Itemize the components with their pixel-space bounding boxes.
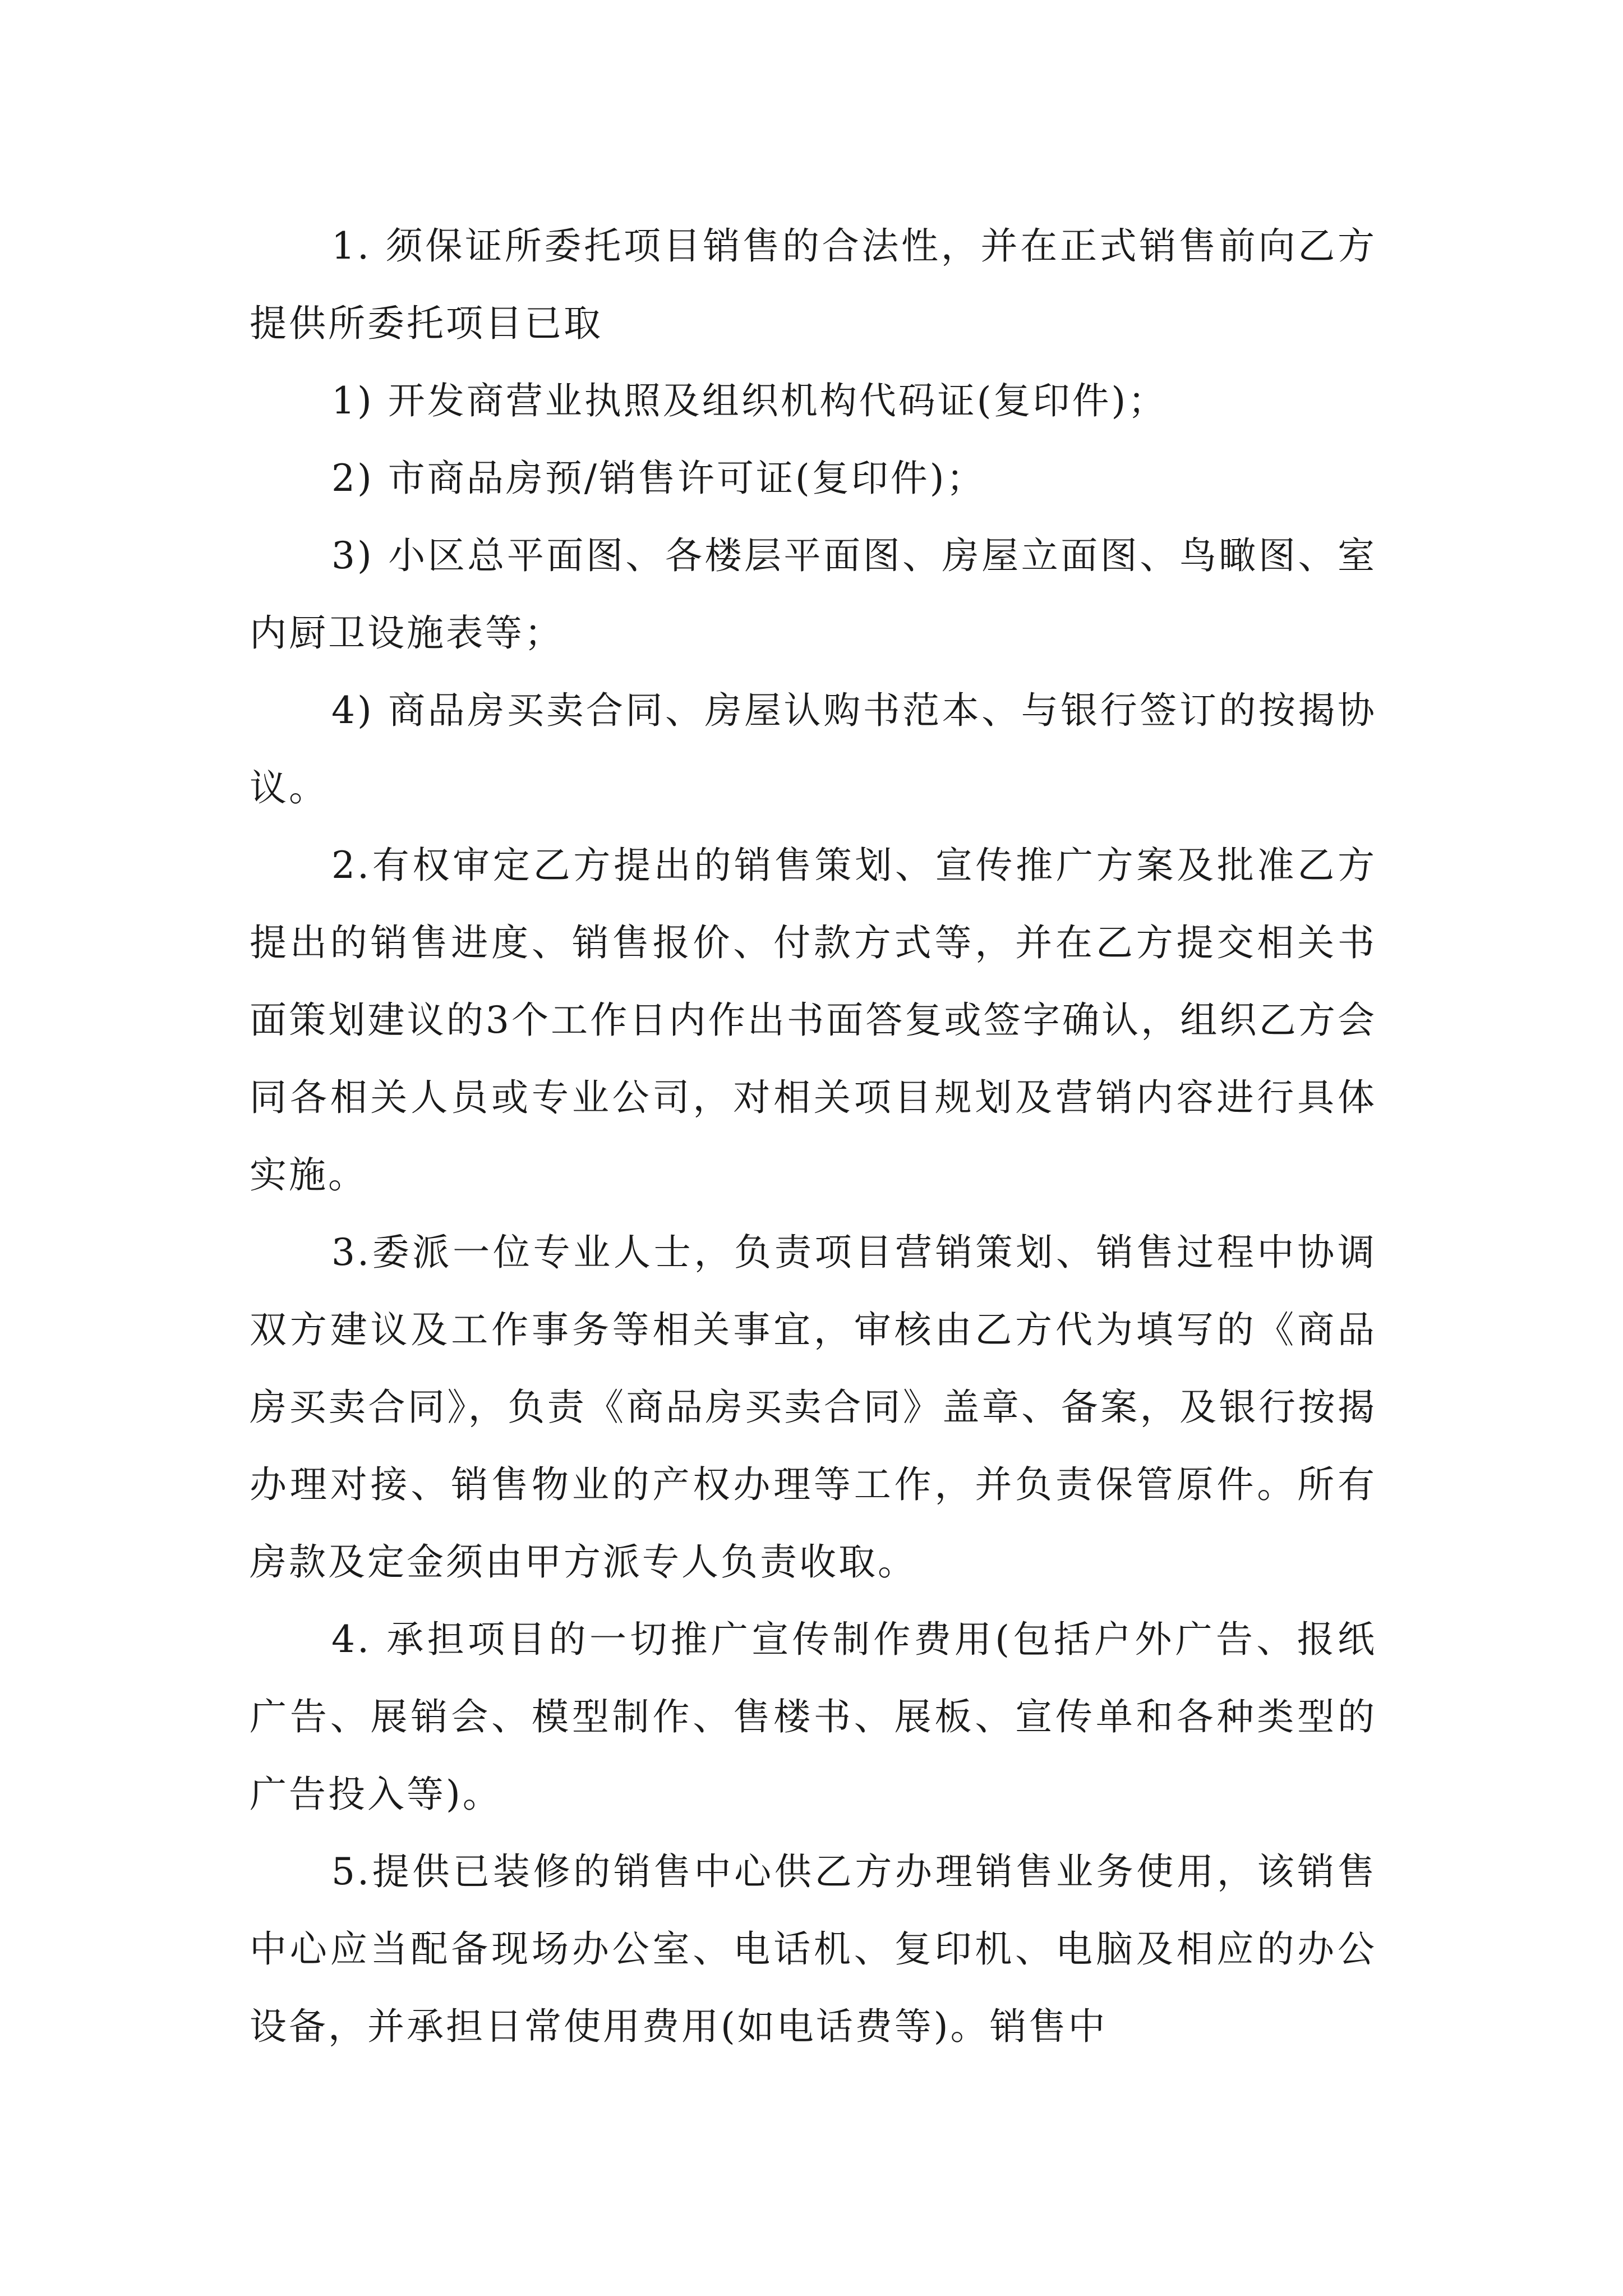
document-body bbox=[250, 208, 1377, 2065]
paragraph-obligation-1: 1. 须保证所委托项目销售的合法性，并在正式销售前向乙方提供所委托项目已取 bbox=[250, 224, 1377, 345]
paragraph-obligation-3: 3.委派一位专业人士，负责项目营销策划、销售过程中协调双方建议及工作事务等相关事宜，审核由乙方代为填写的《商品房买卖合同》，负责《商品房买卖合同》盖章、备案，及银行按揭办理对接、销售物业的产权办理等工作，并负责保管原件。所有房款及定金须由甲方派专人负责收取。 bbox=[250, 1231, 1377, 1584]
list-item-contract-templates: 4) 商品房买卖合同、房屋认购书范本、与银行签订的按揭协议。 bbox=[250, 689, 1377, 809]
list-item-floor-plans: 3) 小区总平面图、各楼层平面图、房屋立面图、鸟瞰图、室内厨卫设施表等； bbox=[250, 534, 1377, 655]
paragraph-obligation-5: 5.提供已装修的销售中心供乙方办理销售业务使用，该销售中心应当配备现场办公室、电话机、复印机、电脑及相应的办公设备，并承担日常使用费用(如电话费等)。销售中 bbox=[250, 1850, 1377, 2048]
list-item-business-license: 1) 开发商营业执照及组织机构代码证(复印件)； bbox=[331, 379, 1168, 422]
paragraph-obligation-4: 4. 承担项目的一切推广宣传制作费用(包括户外广告、报纸广告、展销会、模型制作、售楼书、展板、宣传单和各种类型的广告投入等)。 bbox=[250, 1618, 1377, 1816]
paragraph-obligation-2: 2.有权审定乙方提出的销售策划、宣传推广方案及批准乙方提出的销售进度、销售报价、付款方式等，并在乙方提交相关书面策划建议的3个工作日内作出书面答复或签字确认，组织乙方会同各相关人员或专业公司，对相关项目规划及营销内容进行具体实施。 bbox=[250, 844, 1377, 1197]
list-item-sales-permit: 2) 市商品房预/销售许可证(复印件)； bbox=[331, 457, 986, 500]
